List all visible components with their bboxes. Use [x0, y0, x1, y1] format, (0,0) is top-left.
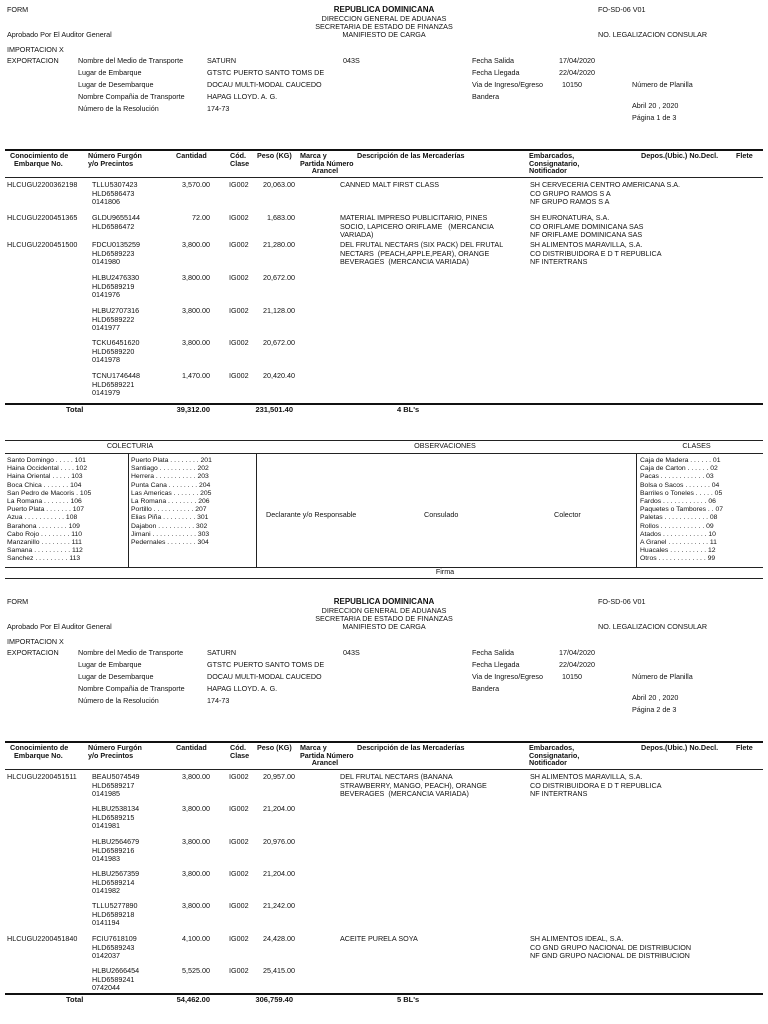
peso-cell: 20,976.00	[263, 837, 295, 846]
col-embarcados: Embarcados, Consignatario, Notificador	[529, 743, 580, 767]
col-cantidad: Cantidad	[176, 743, 207, 752]
cantidad-cell: 3,800.00	[182, 240, 210, 249]
peso-cell: 20,420.40	[263, 371, 295, 380]
compania-label: Nombre Compañia de Transporte	[78, 684, 185, 693]
doc-subtitle-2: SECRETARIA DE ESTADO DE FINANZAS	[315, 614, 453, 623]
colector-label: Colector	[554, 510, 581, 519]
clase-cell: IG002	[229, 966, 249, 975]
importacion-label: IMPORTACION X	[7, 45, 64, 54]
colecturia-heading: COLECTURIA	[106, 441, 154, 450]
clases-list: Caja de Madera . . . . . . 01 Caja de Carton . . . . . . 02 Pacas . . . . . . . . . . . . 03 Bolsa o Sacos . . . . . . . 04 Barriles o Toneles . . . . . 05 Fardos . . . . . . . . . . . . 06 Paquetes o Tambores . . 07 Paletas . . . . . . . . . . . . 08 Rollos . . . . . . . . . . . . 09 Atados . . . . . . . . . . . . 10 A Granel . . . . . . . . . . . 11 Huacales . . . . . . . . . . 12 Otros . . . . . . . . . . . . . 99	[640, 457, 723, 563]
clase-cell: IG002	[229, 273, 249, 282]
colecturia-list-1: Santo Domingo . . . . . 101 Haina Occidental . . . . 102 Haina Oriental . . . . . 103 Boca Chica . . . . . . . 104 San Pedro de Macoris . 105 La Romana . . . . . . . 106 Puerto Plata . . . . . . . 107 Azua . . . . . . . . . . . 108 Barahona . . . . . . . . 109 Cabo Rojo . . . . . . . . 110 Manzanillo . . . . . . . . 111 Samana . . . . . . . . . . 112 Sanchez . . . . . . . . . 113	[7, 457, 92, 563]
descripcion-cell: MATERIAL IMPRESO PUBLICITARIO, PINES SOCIO, LAPICERO ORIFLAME (MERCANCIA VARIADA)	[340, 213, 494, 240]
salida-label: Fecha Salida	[472, 648, 514, 657]
table-row	[0, 307, 768, 337]
form-label: FORM	[7, 597, 29, 606]
clase-cell: IG002	[229, 901, 249, 910]
doc-subtitle-1: DIRECCION GENERAL DE ADUANAS	[321, 14, 447, 23]
col-flete: Flete	[736, 743, 753, 752]
descripcion-cell: DEL FRUTAL NECTARS (BANANA STRAWBERRY, MANGO, PEACH), ORANGE BEVERAGES (MERCANCIA VARIADA)	[340, 772, 487, 799]
colecturia-list-2: Puerto Plata . . . . . . . . 201 Santiago . . . . . . . . . . 202 Herrera . . . . . . . . . . . 203 Punta Cana . . . . . . . . 204 Las Americas . . . . . . . 205 La Romana . . . . . . . . 206 Portillo . . . . . . . . . . . 207 Elias Piña . . . . . . . . . 301 Dajabon . . . . . . . . . . 302 Jimani . . . . . . . . . . . . 303 Pedernales . . . . . . . . 304	[131, 457, 212, 547]
doc-subtitle-3: MANIFIESTO DE CARGA	[342, 30, 426, 39]
cantidad-cell: 3,800.00	[182, 901, 210, 910]
embarque-label: Lugar de Embarque	[78, 68, 142, 77]
desembarque-label: Lugar de Desembarque	[78, 672, 154, 681]
form-code: FO-SD-06 V01	[598, 5, 646, 14]
clase-cell: IG002	[229, 306, 249, 315]
cantidad-cell: 3,800.00	[182, 338, 210, 347]
peso-cell: 21,280.00	[263, 240, 295, 249]
table-row	[0, 935, 768, 965]
cantidad-cell: 3,570.00	[182, 180, 210, 189]
table-row	[0, 339, 768, 369]
cantidad-cell: 3,800.00	[182, 837, 210, 846]
total-cantidad: 54,462.00	[176, 995, 210, 1004]
total-peso: 306,759.40	[255, 995, 293, 1004]
fecha-value: Abril 20 , 2020	[632, 101, 679, 110]
table-row	[0, 181, 768, 211]
furgon-cell: TCNU1746448 HLD6589221 0141979	[92, 371, 140, 398]
bl-cell: HLCUGU2200451511	[7, 772, 77, 781]
clase-cell: IG002	[229, 338, 249, 347]
total-label: Total	[66, 405, 84, 414]
form-code: FO-SD-06 V01	[598, 597, 646, 606]
col-embarcados: Embarcados, Consignatario, Notificador	[529, 151, 580, 175]
col-conocimiento: Conocimiento de Embarque No.	[10, 743, 69, 760]
bl-cell: HLCUGU2200362198	[7, 180, 78, 189]
doc-title: REPUBLICA DOMINICANA	[333, 5, 435, 14]
table-row	[0, 870, 768, 900]
via-label: Via de Ingreso/Egreso	[472, 80, 543, 89]
clase-cell: IG002	[229, 213, 249, 222]
table-row	[0, 372, 768, 402]
col-descripcion: Descripción de las Mercaderías	[357, 151, 465, 160]
voyage-value: 043S	[343, 648, 360, 657]
total-bls: 5 BL's	[397, 995, 420, 1004]
total-peso: 231,501.40	[255, 405, 293, 414]
furgon-cell: HLBU2707316 HLD6589222 0141977	[92, 306, 140, 333]
bandera-label: Bandera	[472, 92, 500, 101]
resolucion-label: Número de la Resolución	[78, 696, 159, 705]
desembarque-label: Lugar de Desembarque	[78, 80, 154, 89]
clases-heading: CLASES	[682, 441, 711, 450]
clase-cell: IG002	[229, 772, 249, 781]
footer-divider	[256, 453, 257, 567]
cantidad-cell: 3,800.00	[182, 273, 210, 282]
furgon-cell: FDCU0135259 HLD6589223 0141980	[92, 240, 140, 267]
peso-cell: 20,672.00	[263, 273, 295, 282]
medio-label: Nombre del Medio de Transporte	[78, 648, 184, 657]
total-cantidad: 39,312.00	[176, 405, 210, 414]
pagina-value: Página 2 de 3	[632, 705, 677, 714]
table-row	[0, 274, 768, 304]
observaciones-heading: OBSERVACIONES	[414, 441, 476, 450]
peso-cell: 21,128.00	[263, 306, 295, 315]
voyage-value: 043S	[343, 56, 360, 65]
furgon-cell: HLBU2666454 HLD6589241 0742044	[92, 966, 140, 993]
total-label: Total	[66, 995, 84, 1004]
furgon-cell: TCKU6451620 HLD6589220 0141978	[92, 338, 140, 365]
embarque-value: GTSTC PUERTO SANTO TOMS DE	[207, 660, 325, 669]
col-marca: Marca y Partida Número Arancel	[300, 151, 354, 175]
col-furgon: Número Furgón y/o Precintos	[88, 151, 142, 168]
furgon-cell: HLBU2476330 HLD6589219 0141976	[92, 273, 140, 300]
desembarque-value: DOCAU MULTI-MODAL CAUCEDO	[207, 80, 322, 89]
llegada-value: 22/04/2020	[559, 660, 595, 669]
footer-divider	[636, 453, 637, 567]
clase-cell: IG002	[229, 180, 249, 189]
firma-label: Firma	[435, 567, 455, 576]
table-header-rule	[5, 177, 763, 178]
col-clase: Cód. Clase	[230, 743, 250, 760]
medio-label: Nombre del Medio de Transporte	[78, 56, 184, 65]
footer-heading-rule	[5, 453, 763, 454]
peso-cell: 25,415.00	[263, 966, 295, 975]
col-depos: Depos.(Ubic.) No.Decl.	[641, 151, 719, 160]
planilla-label: Número de Planilla	[632, 80, 693, 89]
furgon-cell: TLLU5277890 HLD6589218 0141194	[92, 901, 138, 928]
legalizacion-label: NO. LEGALIZACION CONSULAR	[598, 30, 708, 39]
cantidad-cell: 3,800.00	[182, 869, 210, 878]
medio-value: SATURN	[207, 648, 237, 657]
embarque-label: Lugar de Embarque	[78, 660, 142, 669]
llegada-label: Fecha Llegada	[472, 68, 520, 77]
furgon-cell: HLBU2567359 HLD6589214 0141982	[92, 869, 140, 896]
approved-label: Aprobado Por El Auditor General	[7, 30, 112, 39]
cantidad-cell: 3,800.00	[182, 804, 210, 813]
compania-label: Nombre Compañia de Transporte	[78, 92, 185, 101]
descripcion-cell: CANNED MALT FIRST CLASS	[340, 180, 440, 189]
table-row	[0, 241, 768, 271]
embarcados-cell: SH EURONATURA, S.A. CO ORIFLAME DOMINICANA SAS NF ORIFLAME DOMINICANA SAS	[530, 213, 644, 240]
cantidad-cell: 72.00	[192, 213, 210, 222]
consulado-label: Consulado	[424, 510, 459, 519]
clase-cell: IG002	[229, 240, 249, 249]
resolucion-value: 174-73	[207, 696, 230, 705]
furgon-cell: FCIU7618109 HLD6589243 0142037	[92, 934, 137, 961]
clase-cell: IG002	[229, 837, 249, 846]
peso-cell: 21,204.00	[263, 869, 295, 878]
col-marca: Marca y Partida Número Arancel	[300, 743, 354, 767]
peso-cell: 1,683.00	[267, 213, 295, 222]
table-header-rule	[5, 769, 763, 770]
table-row	[0, 805, 768, 835]
medio-value: SATURN	[207, 56, 237, 65]
total-bls: 4 BL's	[397, 405, 420, 414]
approved-label: Aprobado Por El Auditor General	[7, 622, 112, 631]
via-value: 10150	[562, 672, 582, 681]
bl-cell: HLCUGU2200451365	[7, 213, 78, 222]
furgon-cell: HLBU2538134 HLD6589215 0141981	[92, 804, 140, 831]
doc-subtitle-1: DIRECCION GENERAL DE ADUANAS	[321, 606, 447, 615]
embarcados-cell: SH ALIMENTOS IDEAL, S.A. CO GND GRUPO NACIONAL DE DISTRIBUCION NF GND GRUPO NACIONAL DE DISTRIBUCION	[530, 934, 692, 961]
total-rule	[5, 993, 763, 995]
clase-cell: IG002	[229, 934, 249, 943]
resolucion-value: 174-73	[207, 104, 230, 113]
furgon-cell: BEAU5074549 HLD6589217 0141985	[92, 772, 140, 799]
total-rule	[5, 403, 763, 405]
via-value: 10150	[562, 80, 582, 89]
bl-cell: HLCUGU2200451840	[7, 934, 78, 943]
cantidad-cell: 4,100.00	[182, 934, 210, 943]
descripcion-cell: DEL FRUTAL NECTARS (SIX PACK) DEL FRUTAL NECTARS (PEACH,APPLE,PEAR), ORANGE BEVERAGES (MERCANCIA VARIADA)	[340, 240, 504, 267]
clase-cell: IG002	[229, 869, 249, 878]
furgon-cell: GLDU9655144 HLD6586472	[92, 213, 140, 231]
doc-subtitle-3: MANIFIESTO DE CARGA	[342, 622, 426, 631]
col-conocimiento: Conocimiento de Embarque No.	[10, 151, 69, 168]
descripcion-cell: ACEITE PURELA SOYA	[340, 934, 418, 943]
furgon-cell: TLLU5307423 HLD6586473 0141806	[92, 180, 138, 207]
cantidad-cell: 1,470.00	[182, 371, 210, 380]
col-peso: Peso (KG)	[257, 743, 292, 752]
fecha-value: Abril 20 , 2020	[632, 693, 679, 702]
salida-value: 17/04/2020	[559, 56, 595, 65]
bl-cell: HLCUGU2200451500	[7, 240, 78, 249]
embarcados-cell: SH ALIMENTOS MARAVILLA, S.A. CO DISTRIBUIDORA E D T REPUBLICA NF INTERTRANS	[530, 240, 662, 267]
peso-cell: 20,063.00	[263, 180, 295, 189]
col-furgon: Número Furgón y/o Precintos	[88, 743, 142, 760]
form-label: FORM	[7, 5, 29, 14]
table-row	[0, 902, 768, 932]
peso-cell: 20,957.00	[263, 772, 295, 781]
clase-cell: IG002	[229, 804, 249, 813]
table-row	[0, 838, 768, 868]
llegada-label: Fecha Llegada	[472, 660, 520, 669]
desembarque-value: DOCAU MULTI-MODAL CAUCEDO	[207, 672, 322, 681]
col-descripcion: Descripción de las Mercaderías	[357, 743, 465, 752]
cantidad-cell: 3,800.00	[182, 772, 210, 781]
embarque-value: GTSTC PUERTO SANTO TOMS DE	[207, 68, 325, 77]
exportacion-label: EXPORTACION	[7, 56, 59, 65]
legalizacion-label: NO. LEGALIZACION CONSULAR	[598, 622, 708, 631]
col-clase: Cód. Clase	[230, 151, 250, 168]
furgon-cell: HLBU2564679 HLD6589216 0141983	[92, 837, 140, 864]
llegada-value: 22/04/2020	[559, 68, 595, 77]
peso-cell: 21,204.00	[263, 804, 295, 813]
salida-label: Fecha Salida	[472, 56, 514, 65]
pagina-value: Página 1 de 3	[632, 113, 677, 122]
via-label: Via de Ingreso/Egreso	[472, 672, 543, 681]
col-depos: Depos.(Ubic.) No.Decl.	[641, 743, 719, 752]
compania-value: HAPAG LLOYD. A. G.	[207, 92, 278, 101]
embarcados-cell: SH ALIMENTOS MARAVILLA, S.A. CO DISTRIBUIDORA E D T REPUBLICA NF INTERTRANS	[530, 772, 662, 799]
compania-value: HAPAG LLOYD. A. G.	[207, 684, 278, 693]
cantidad-cell: 5,525.00	[182, 966, 210, 975]
exportacion-label: EXPORTACION	[7, 648, 59, 657]
peso-cell: 20,672.00	[263, 338, 295, 347]
peso-cell: 24,428.00	[263, 934, 295, 943]
cantidad-cell: 3,800.00	[182, 306, 210, 315]
importacion-label: IMPORTACION X	[7, 637, 64, 646]
manifest-page-2	[0, 592, 768, 1024]
peso-cell: 21,242.00	[263, 901, 295, 910]
table-row	[0, 773, 768, 803]
clase-cell: IG002	[229, 371, 249, 380]
col-cantidad: Cantidad	[176, 151, 207, 160]
salida-value: 17/04/2020	[559, 648, 595, 657]
embarcados-cell: SH CERVECERIA CENTRO AMERICANA S.A. CO GRUPO RAMOS S A NF GRUPO RAMOS S A	[530, 180, 681, 207]
page-end-rule	[5, 578, 763, 579]
doc-subtitle-2: SECRETARIA DE ESTADO DE FINANZAS	[315, 22, 453, 31]
declarante-label: Declarante y/o Responsable	[266, 510, 357, 519]
col-flete: Flete	[736, 151, 753, 160]
bandera-label: Bandera	[472, 684, 500, 693]
col-peso: Peso (KG)	[257, 151, 292, 160]
doc-title: REPUBLICA DOMINICANA	[333, 597, 435, 606]
resolucion-label: Número de la Resolución	[78, 104, 159, 113]
footer-divider	[128, 453, 129, 567]
planilla-label: Número de Planilla	[632, 672, 693, 681]
